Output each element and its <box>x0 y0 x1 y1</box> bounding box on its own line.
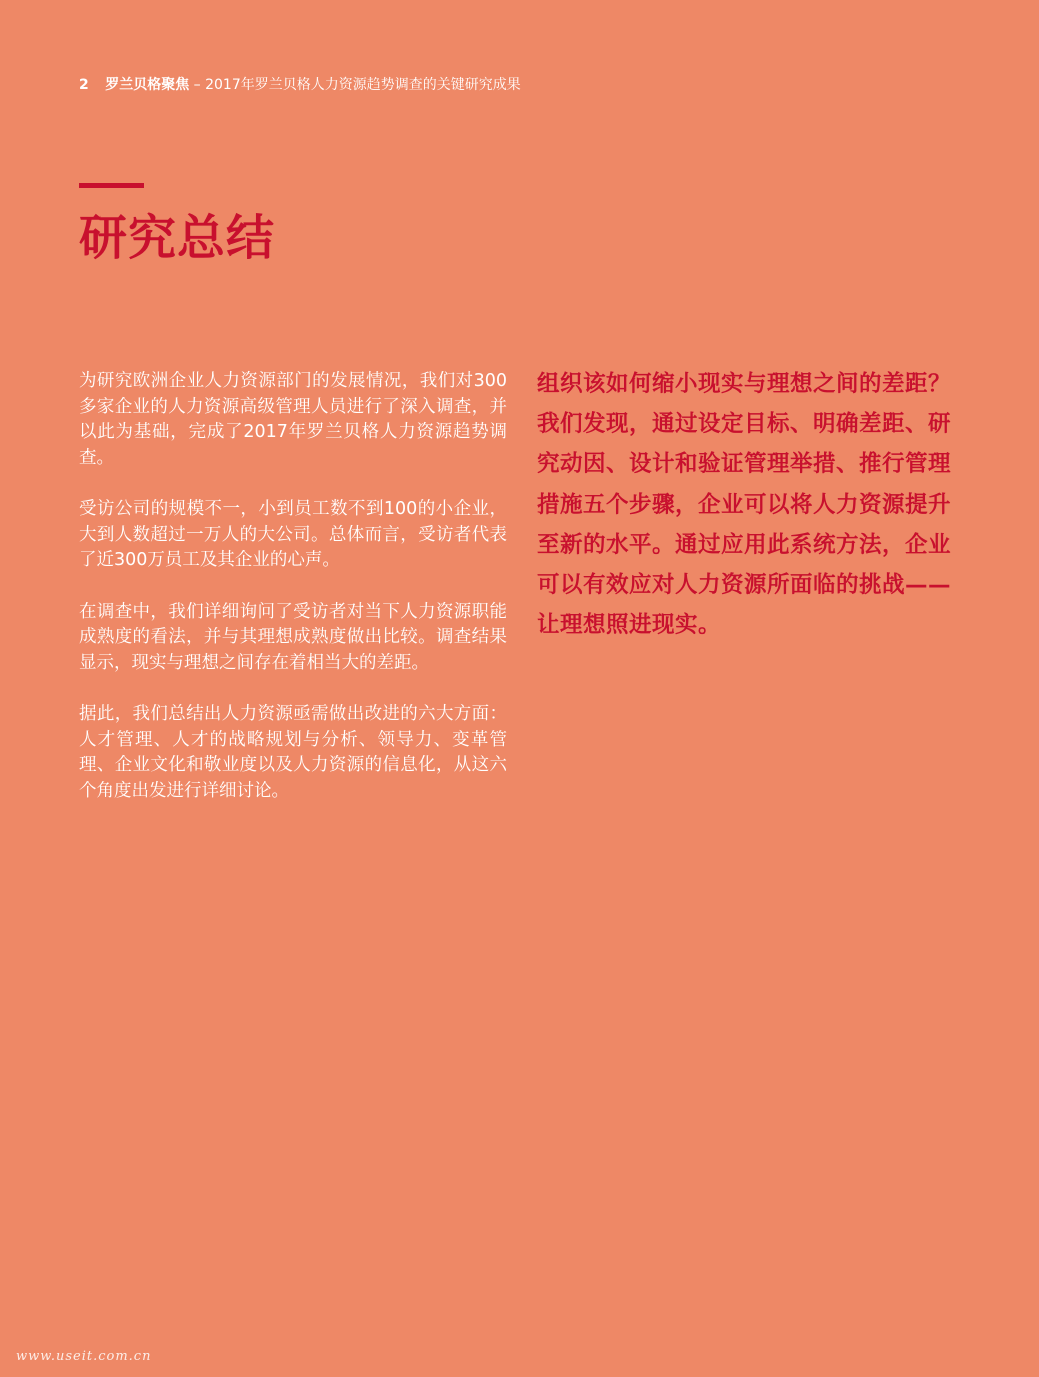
brand-name: 罗兰贝格聚焦 <box>105 77 190 93</box>
body-paragraph-3: 在调查中，我们详细询问了受访者对当下人力资源职能成熟度的看法，并与其理想成熟度做出比较。调查结果显示，现实与理想之间存在着相当大的差距。 <box>79 601 507 673</box>
body-text-column <box>79 369 507 830</box>
header-subtitle: – 2017年罗兰贝格人力资源趋势调查的关键研究成果 <box>193 77 521 93</box>
section-title: 研究总结 <box>79 210 276 266</box>
page-number: 2 <box>79 77 89 93</box>
body-paragraph-2: 受访公司的规模不一，小到员工数不到100的小企业，大到人数超过一万人的大公司。总体而言，受访者代表了近300万员工及其企业的心声。 <box>79 499 507 570</box>
title-accent-rule <box>79 183 144 188</box>
body-paragraph-4: 据此，我们总结出人力资源亟需做出改进的六大方面：人才管理、人才的战略规划与分析、领导力、变革管理、企业文化和敬业度以及人力资源的信息化，从这六个角度出发进行详细讨论。 <box>79 704 507 801</box>
highlight-pull-quote: 组织该如何缩小现实与理想之间的差距？我们发现，通过设定目标、明确差距、研究动因、设计和验证管理举措、推行管理措施五个步骤，企业可以将人力资源提升至新的水平。通过应用此系统方法，企业可以有效应对人力资源所面临的挑战——让理想照进现实。 <box>537 371 952 639</box>
site-watermark: www.useit.com.cn <box>16 1349 152 1364</box>
running-header <box>79 76 521 94</box>
body-paragraph-1: 为研究欧洲企业人力资源部门的发展情况，我们对300多家企业的人力资源高级管理人员进行了深入调查，并以此为基础，完成了2017年罗兰贝格人力资源趋势调查。 <box>79 371 507 468</box>
